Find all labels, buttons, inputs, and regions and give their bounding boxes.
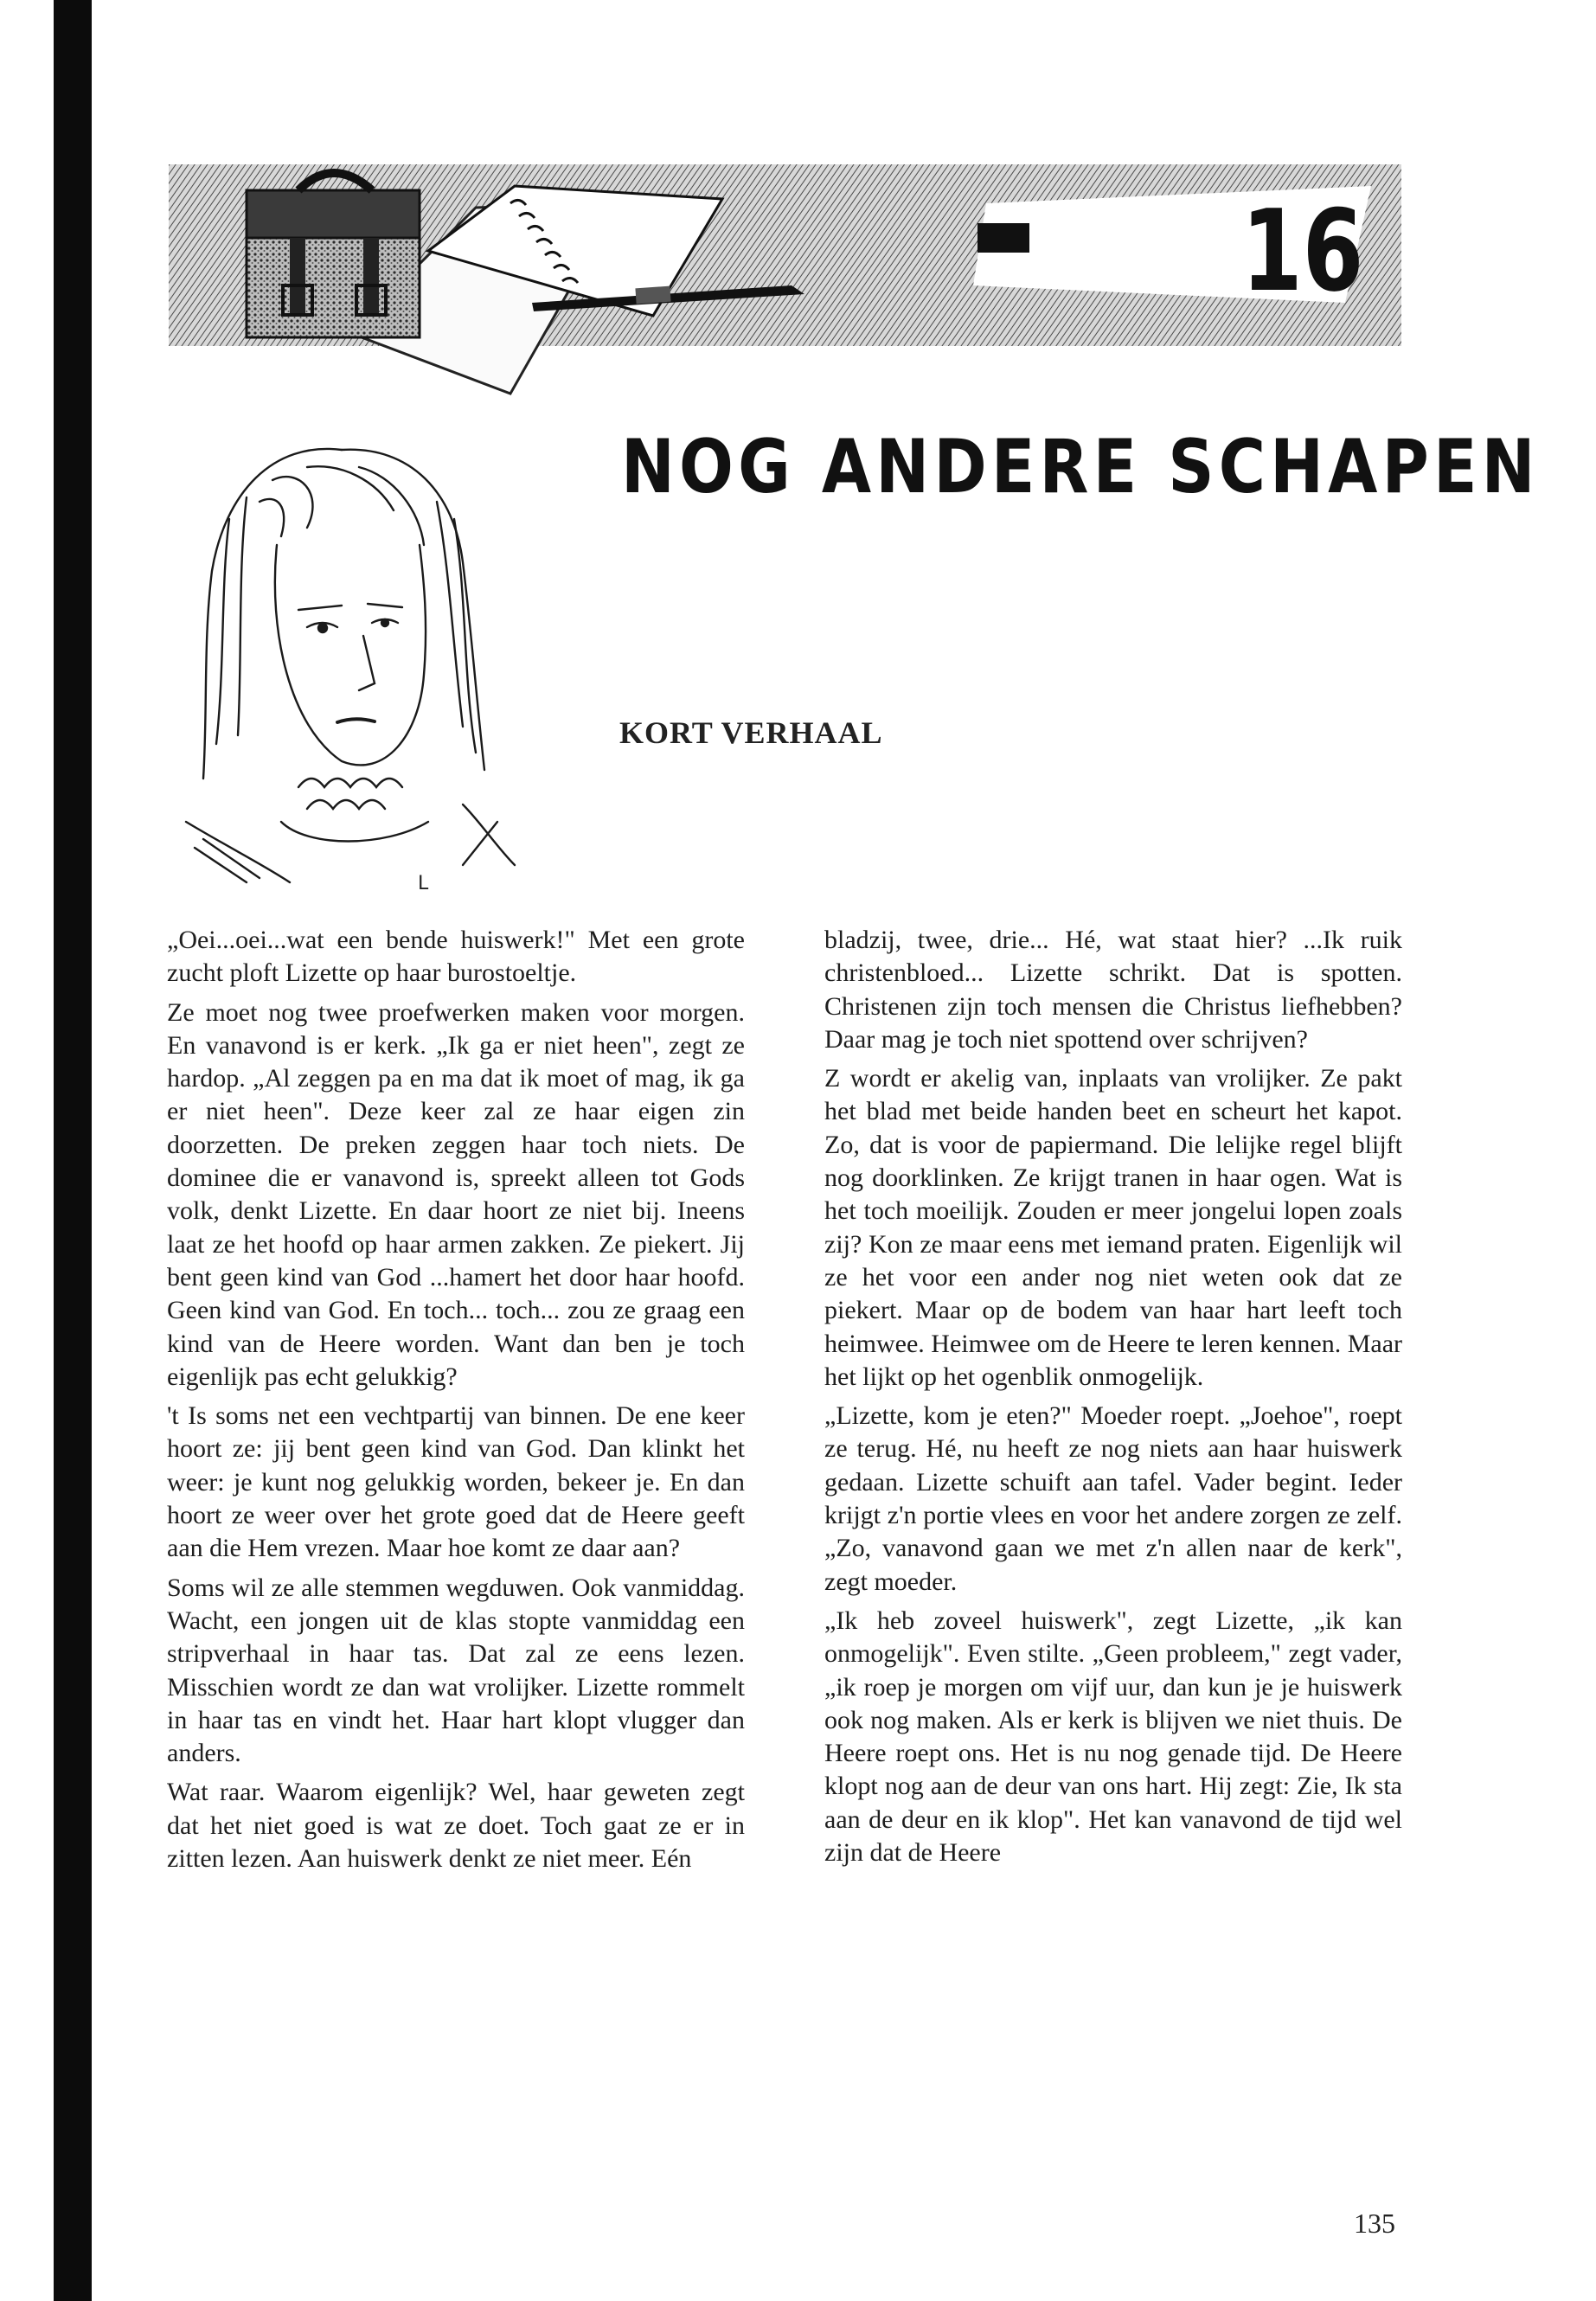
paragraph: Soms wil ze alle stemmen wegduwen. Ook vanmiddag. Wacht, een jongen uit de klas stopte vanmiddag een stripverhaal in haar tas. Dat zal ze eens lezen. Misschien wordt ze dan wat vrolijker. Lizette rommelt in haar tas en vindt het. Haar hart klopt vlugger dan anders.	[167, 1573, 745, 1768]
right-text-column	[824, 924, 1402, 1869]
paragraph: 't Is soms net een vechtpartij van binnen. De ene keer hoort ze: jij bent geen kind van God. Dan klinkt het weer: je kunt nog gelukkig worden, bekeer je. En dan hoort ze weer over het grote goed dat de Heere geeft aan die Hem vrezen. Maar hoe komt ze daar aan?	[167, 1401, 745, 1563]
chapter-number: 16	[1241, 186, 1364, 317]
binding-edge-bar	[54, 0, 92, 2301]
left-text-column	[167, 924, 745, 1875]
paragraph: Z wordt er akelig van, inplaats van vrolijker. Ze pakt het blad met beide handen beet en scheurt het kapot. Zo, dat is voor de papiermand. Die lelijke regel blijft nog doorklinken. Ze krijgt tranen in haar ogen. Wat is het toch moeilijk. Zouden er meer jongelui lopen zoals zij? Kon ze maar eens met iemand praten. Eigenlijk wil ze het voor een ander nog niet weten ook dat ze piekert. Maar op de bodem van haar hart leeft toch heimwee. Heimwee om de Heere te leren kennen. Maar het lijkt op het ogenblik onmogelijk.	[824, 1064, 1403, 1391]
paragraph: Wat raar. Waarom eigenlijk? Wel, haar geweten zegt dat het niet goed is wat ze doet. Toch gaat ze er in zitten lezen. Aan huiswerk denkt ze niet meer. Eén	[167, 1778, 745, 1874]
paragraph: bladzij, twee, drie... Hé, wat staat hier? ...Ik ruik christenbloed... Lizette schrikt. Dat is spotten. Christenen zijn toch mensen die Christus liefhebben? Daar mag je toch niet spottend over schrijven?	[824, 926, 1402, 1054]
story-subtitle: KORT VERHAAL	[619, 715, 883, 750]
paragraph: „Oei...oei...wat een bende huiswerk!" Met een grote zucht ploft Lizette op haar burostoeltje.	[167, 926, 745, 988]
schoolbag-icon	[247, 173, 420, 337]
artist-signature: L	[418, 873, 429, 894]
girl-portrait-illustration	[177, 415, 523, 900]
paragraph: „Ik heb zoveel huiswerk", zegt Lizette, „ik kan onmogelijk". Even stilte. „Geen probleem," zegt vader, „ik roep je morgen om vijf uur, dan kun je je huiswerk ook nog maken. Als er kerk is blijven we niet thuis. De Heere roept ons. Het is nu nog genade tijd. De Heere klopt nog aan de deur van ons hart. Hij zegt: Zie, Ik sta aan de deur en ik klop". Het kan vanavond de tijd wel zijn dat de Heere	[824, 1606, 1402, 1868]
header-illustration	[169, 156, 1401, 398]
chapter-title: NOG ANDERE SCHAPEN	[621, 424, 1540, 510]
page-number: 135	[1354, 2208, 1395, 2239]
paragraph: Ze moet nog twee proefwerken maken voor morgen. En vanavond is er kerk. „Ik ga er niet heen", zegt ze hardop. „Al zeggen pa en ma dat ik moet of mag, ik ga er niet heen". Deze keer zal ze haar eigen zin doorzetten. De preken zeggen haar toch niets. De dominee die er vanavond is, spreekt alleen tot Gods volk, denkt Lizette. En daar hoort ze niet bij. Ineens laat ze het hoofd op haar armen zakken. Ze piekert. Jij bent geen kind van God ...hamert het door haar hoofd. Geen kind van God. En toch... toch... zou ze graag een kind van de Heere worden. Want dan ben je toch eigenlijk pas echt gelukkig?	[167, 997, 745, 1391]
paragraph: „Lizette, kom je eten?" Moeder roept. „Joehoe", roept ze terug. Hé, nu heeft ze nog niets aan haar huiswerk gedaan. Lizette schuift aan tafel. Vader begint. Ieder krijgt z'n portie vlees en voor het andere zorgen ze zelf. „Zo, vanavond gaan we met z'n allen naar de kerk", zegt moeder.	[824, 1401, 1402, 1596]
